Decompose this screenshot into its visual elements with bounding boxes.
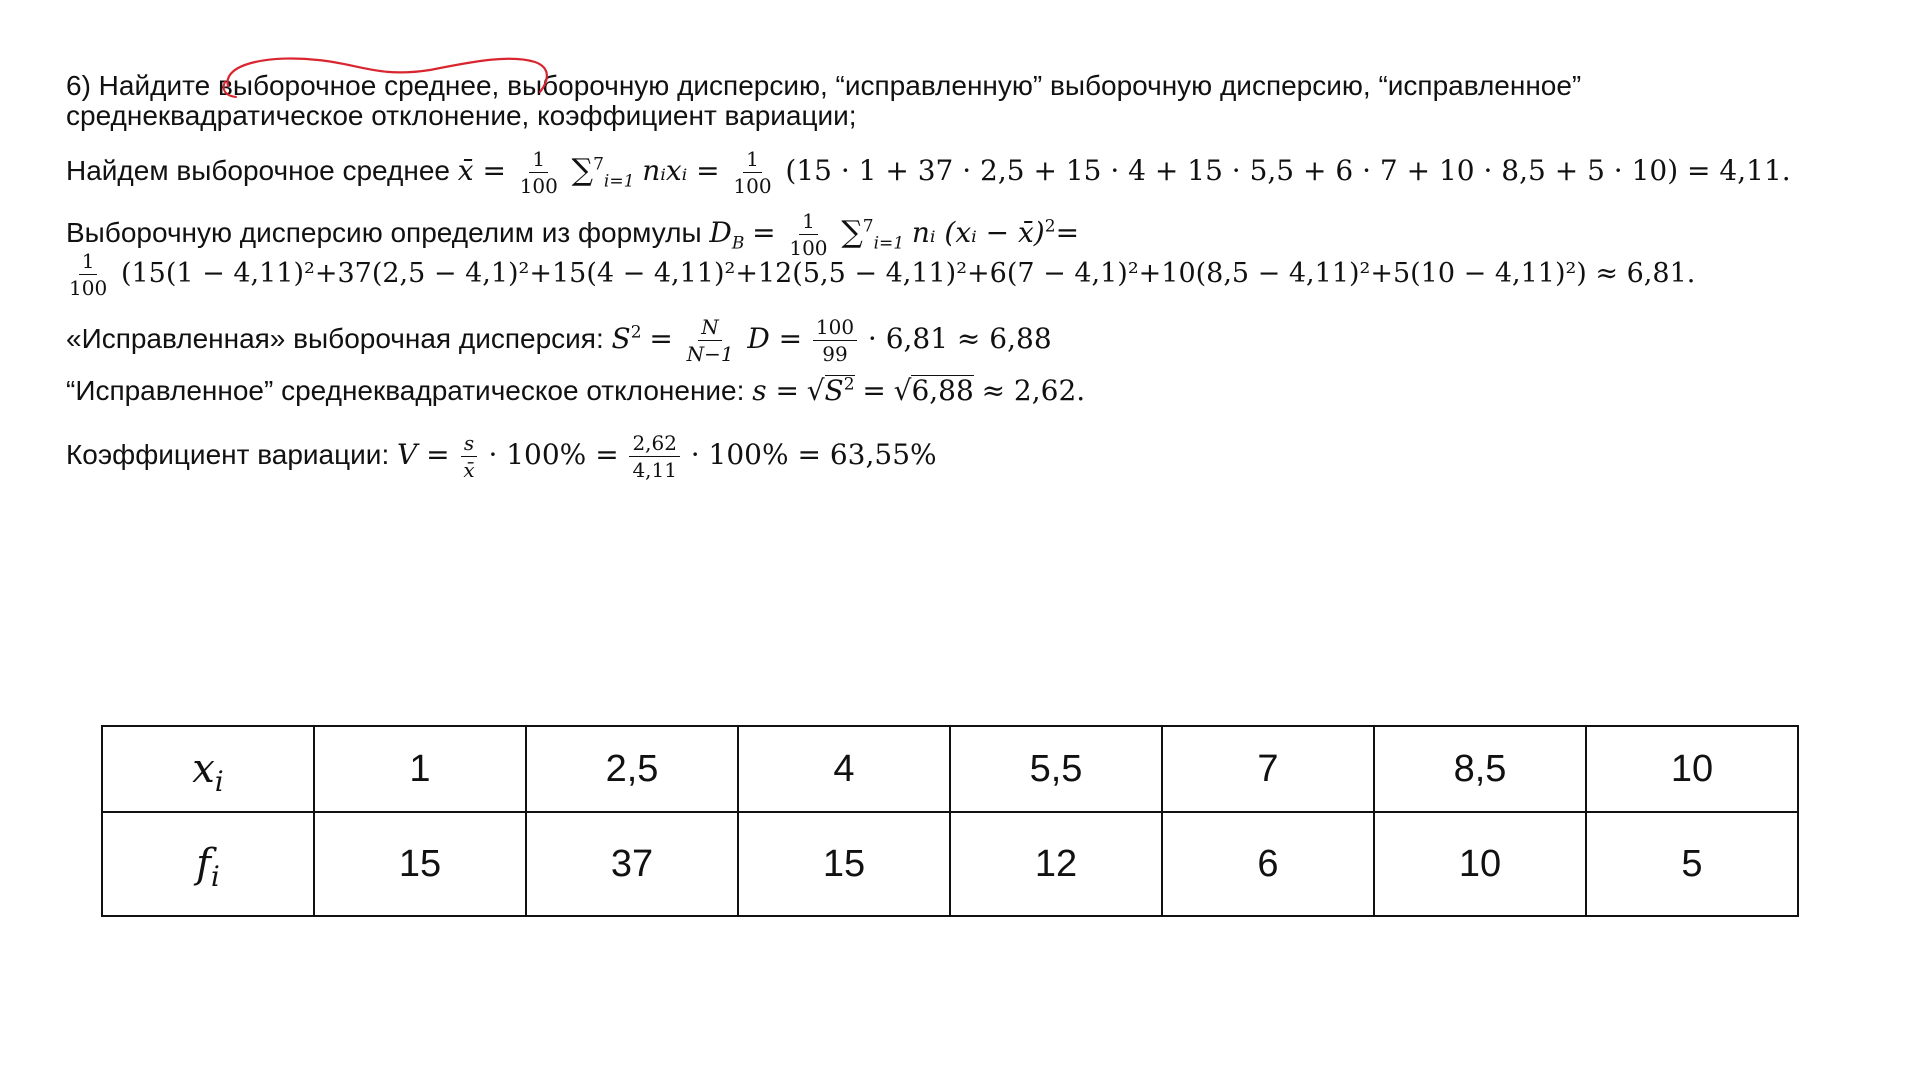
- corrected-variance-label: «Исправленная» выборочная дисперсия:: [66, 322, 604, 354]
- mean-frac2-num: 1: [743, 148, 762, 173]
- variation-frac-num: s: [461, 432, 477, 457]
- table-cell-x: 5,5: [950, 726, 1162, 812]
- variance-sum-symbol: ∑: [841, 214, 863, 250]
- corrected-variance-fraction-2: [813, 316, 857, 365]
- variance-line2-frac-num: 1: [79, 250, 98, 275]
- corrected-std-eq: =: [862, 374, 886, 407]
- sqrt-body-1: [825, 375, 855, 405]
- sqrt-symbol-2: √: [893, 374, 912, 407]
- variance-line2-frac-den: 100: [69, 276, 108, 300]
- variance-frac-num: 1: [799, 210, 818, 235]
- variation-line: [66, 432, 937, 481]
- table-cell-f: 37: [526, 812, 738, 916]
- table-row-f: [102, 812, 1798, 916]
- corrected-variance-frac-den: N−1: [686, 342, 734, 366]
- corrected-variance-eq: =: [649, 321, 673, 355]
- table-cell-f: 15: [314, 812, 526, 916]
- table-row-x: [102, 726, 1798, 812]
- table-cell-x: 2,5: [526, 726, 738, 812]
- variation-label: Коэффициент вариации:: [66, 438, 390, 470]
- variance-term: nᵢ (xᵢ − x̄): [911, 215, 1045, 249]
- table-cell-f: 5: [1586, 812, 1798, 916]
- mean-expression: (15 · 1 + 37 · 2,5 + 15 · 4 + 15 · 5,5 + 6 · 7 + 10 · 8,5 + 5 · 10) = 4,11.: [785, 153, 1791, 187]
- table-header-x: [102, 726, 314, 812]
- sqrt-symbol-1: √: [806, 374, 825, 407]
- variance-eq: =: [752, 215, 776, 249]
- table-f-label: f: [196, 841, 211, 887]
- variation-frac2-num: 2,62: [629, 432, 680, 457]
- task-line-2: среднеквадратическое отклонение, коэффициент вариации;: [66, 100, 857, 131]
- mean-frac-den: 100: [519, 174, 558, 198]
- mean-sum-symbol: ∑: [571, 152, 594, 188]
- mean-sum-sub: i=1: [603, 171, 635, 192]
- corrected-std-root1: S: [824, 374, 844, 407]
- variance-sum-sub: i=1: [873, 233, 905, 254]
- table-cell-x: 7: [1162, 726, 1374, 812]
- corrected-variance-line: [66, 316, 1052, 365]
- variance-sum-sup: 7: [862, 216, 874, 237]
- table-x-label: x: [192, 746, 215, 792]
- mean-frac2-den: 100: [733, 174, 772, 198]
- variance-term-eq: =: [1055, 215, 1080, 249]
- mean-sum-sup: 7: [593, 154, 604, 175]
- variation-tail: · 100% = 63,55%: [690, 437, 937, 471]
- mean-fraction: [517, 148, 561, 197]
- variance-db-sub: B: [731, 233, 745, 254]
- mean-label: Найдем выборочное среднее: [66, 154, 450, 186]
- table-cell-x: 8,5: [1374, 726, 1586, 812]
- table-cell-f: 10: [1374, 812, 1586, 916]
- table-cell-f: 15: [738, 812, 950, 916]
- table-x-sub: i: [214, 765, 224, 798]
- variation-v-eq: V =: [397, 437, 450, 471]
- table-f-sub: i: [210, 860, 220, 893]
- corrected-std-s-eq: s =: [752, 374, 799, 407]
- variation-fraction: [460, 432, 477, 481]
- corrected-variance-tail: · 6,81 ≈ 6,88: [867, 321, 1052, 355]
- corrected-variance-frac2-den: 99: [822, 342, 848, 366]
- variance-term-sup: 2: [1044, 216, 1056, 237]
- variance-line2-fraction: [66, 250, 110, 299]
- corrected-variance-s-sup: 2: [630, 322, 642, 343]
- table-cell-f: 6: [1162, 812, 1374, 916]
- corrected-std-label: “Исправленное” среднеквадратическое отклонение:: [66, 375, 745, 406]
- table-cell-f: 12: [950, 812, 1162, 916]
- task-line-1: 6) Найдите выборочное среднее, выборочную дисперсию, “исправленную” выборочную дисперсию, “исправленное”: [66, 70, 1582, 101]
- variance-label: Выборочную дисперсию определим из формулы: [66, 216, 702, 248]
- corrected-std-root2: 6,88: [911, 374, 974, 407]
- frequency-table: [101, 725, 1799, 917]
- variance-line2-expression: (15(1 − 4,11)²+37(2,5 − 4,1)²+15(4 − 4,11)²+12(5,5 − 4,11)²+6(7 − 4,1)²+10(8,5 − 4,11)²+5(10 − 4,11)²) ≈ 6,81.: [120, 257, 1696, 289]
- variation-frac2-den: 4,11: [632, 458, 677, 482]
- table-cell-x: 10: [1586, 726, 1798, 812]
- mean-fraction-2: [730, 148, 774, 197]
- table-header-f: [102, 812, 314, 916]
- variation-frac-den: x̄: [463, 458, 475, 482]
- table-cell-x: 1: [314, 726, 526, 812]
- variation-fraction-2: [629, 432, 680, 481]
- variance-line-2: [66, 250, 1695, 299]
- variance-frac-den: 100: [789, 236, 828, 260]
- corrected-std-root1-sup: 2: [843, 374, 855, 395]
- corrected-variance-d: D =: [747, 321, 803, 355]
- table-cell-x: 4: [738, 726, 950, 812]
- corrected-std-tail: ≈ 2,62.: [981, 374, 1086, 407]
- corrected-variance-frac-num: N: [698, 316, 722, 341]
- mean-line: [66, 148, 1791, 197]
- variance-db: D: [709, 215, 732, 249]
- mean-term: nᵢxᵢ =: [642, 153, 720, 187]
- corrected-variance-frac2-num: 100: [813, 316, 857, 341]
- corrected-variance-fraction: [684, 316, 737, 365]
- corrected-variance-s: S: [611, 321, 631, 355]
- mean-xbar: x̄ =: [457, 153, 506, 187]
- variation-mid: · 100% =: [488, 437, 619, 471]
- mean-frac-num: 1: [529, 148, 548, 173]
- corrected-std-line: [66, 375, 1085, 405]
